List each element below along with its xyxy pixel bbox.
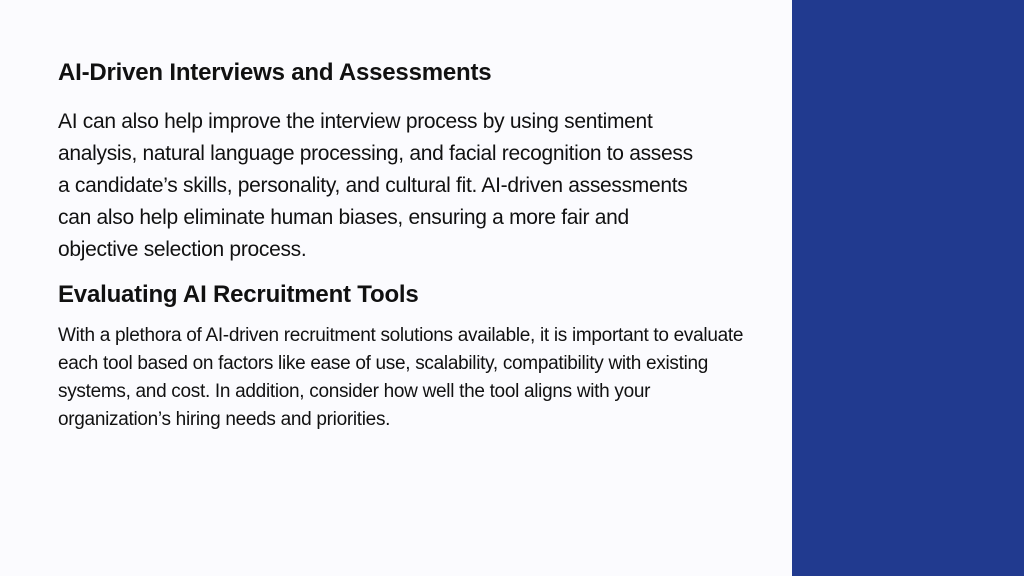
section-heading-interviews: AI-Driven Interviews and Assessments <box>58 59 492 86</box>
slide-content <box>58 56 758 434</box>
section-body-tools: With a plethora of AI-driven recruitment solutions available, it is important to evaluate each tool based on factors like ease of use, scalability, compatibility with existing systems, and cost. In addition, consider how well the tool aligns with your organization’s hiring needs and priorities. <box>58 325 744 430</box>
section-body-interviews: AI can also help improve the interview process by using sentiment analysis, natural language processing, and facial recognition to assess a candidate’s skills, personality, and cultural fit. AI-driven assessments can also help eliminate human biases, ensuring a more fair and objective selection process. <box>58 110 693 261</box>
section-heading-tools: Evaluating AI Recruitment Tools <box>58 281 419 308</box>
side-color-panel <box>792 0 1024 576</box>
